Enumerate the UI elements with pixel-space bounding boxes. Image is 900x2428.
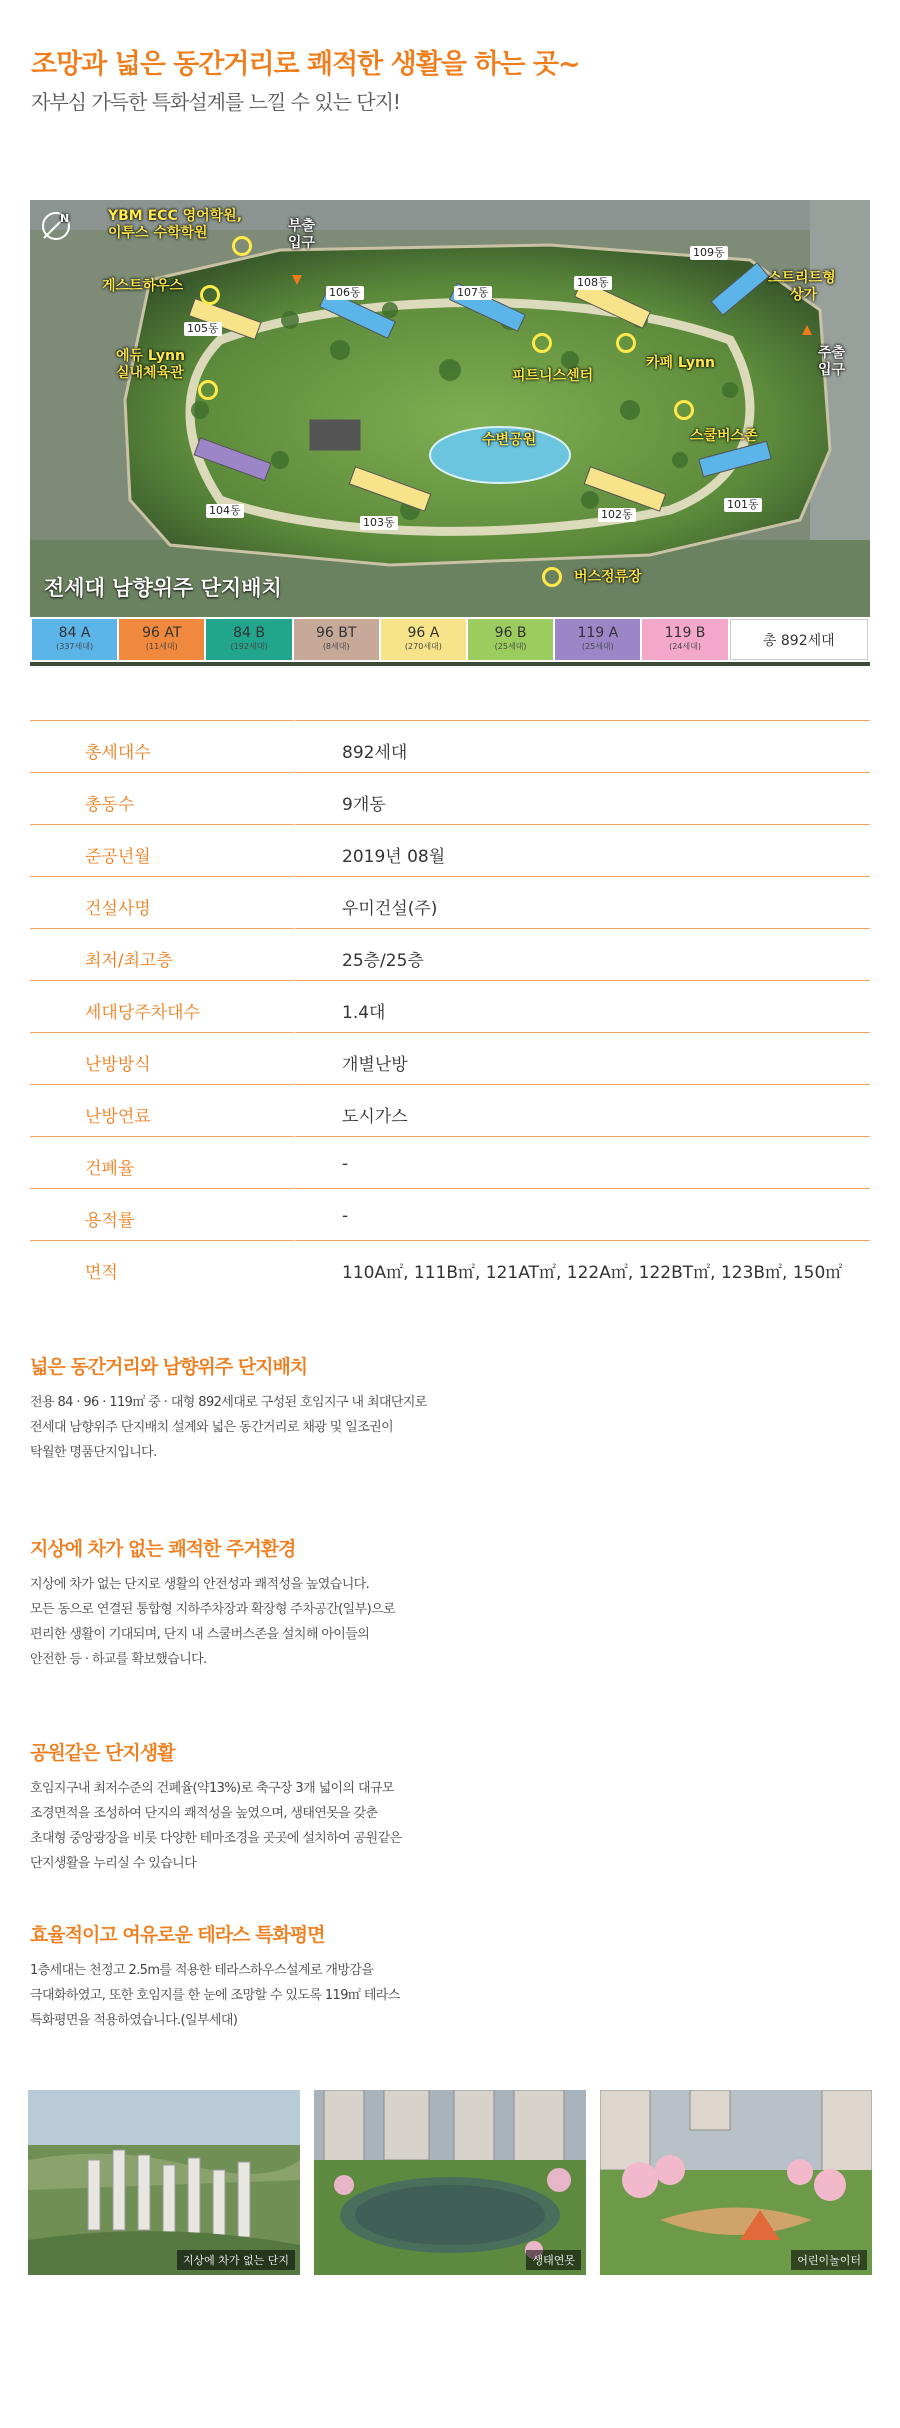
row-value: - [342,1206,349,1226]
location-marker-icon [674,400,694,420]
table-row [30,772,870,824]
legend-type: 96 BT [316,624,357,641]
photo-playground [600,2090,872,2275]
feature-line: 호임지구내 최저수준의 건폐율(약13%)로 축구장 3개 넓이의 대규모 [30,1781,394,1796]
feature-line: 초대형 중앙광장을 비롯 다양한 테마조경을 곳곳에 설치하여 공원같은 [30,1831,402,1846]
row-value: 개별난방 [342,1055,408,1075]
label-fitness: 피트니스센터 [512,368,594,384]
row-label: 난방연료 [85,1107,151,1127]
legend-units: (192세대) [230,641,268,651]
row-label: 난방방식 [85,1055,151,1075]
label-itus: 이투스 수학학원 [108,225,208,241]
location-marker-icon [532,333,552,353]
site-plan-illustration [30,200,870,617]
legend-item [555,619,640,660]
legend-item [32,619,117,660]
feature-line: 모든 동으로 연결된 통합형 지하주차장과 확장형 주차공간(일부)으로 [30,1602,395,1617]
photo-caption: 생태연못 [526,2250,581,2270]
label-ybm: YBM ECC 영어학원, [108,208,243,224]
unit-type-legend [30,617,870,662]
feature-section [30,1920,550,2033]
feature-title: 지상에 차가 없는 쾌적한 주거환경 [30,1538,296,1560]
feature-line: 특화평면을 적용하였습니다.(일부세대) [30,2013,238,2028]
table-row [30,1084,870,1136]
label-sub-entrance-1: 부출 [288,218,316,234]
location-marker-icon [200,285,220,305]
location-marker-icon [232,236,252,256]
building-label: 106동 [326,286,364,300]
row-value: 25층/25층 [342,951,424,971]
row-value: - [342,1154,349,1174]
feature-line: 안전한 등 · 하교를 확보했습니다. [30,1652,207,1667]
feature-line: 극대화하였고, 또한 호임지를 한 눈에 조망할 수 있도록 119㎡ 테라스 [30,1988,400,2003]
row-label: 최저/최고층 [85,951,173,971]
legend-item [206,619,291,660]
complex-info-table [30,720,870,1292]
legend-units: (270세대) [404,641,442,651]
legend-units: (25세대) [494,641,527,651]
location-marker-icon [542,567,562,587]
building-label: 101동 [724,498,762,512]
legend-item [381,619,466,660]
building-label: 105동 [184,322,222,336]
building-label: 109동 [690,246,728,260]
row-label: 면적 [85,1263,118,1283]
row-value: 도시가스 [342,1107,408,1127]
row-label: 건폐율 [85,1159,135,1179]
legend-units: (337세대) [56,641,94,651]
label-guesthouse: 게스트하우스 [102,278,184,294]
feature-section [30,1352,550,1465]
legend-item [294,619,379,660]
building-label: 103동 [360,516,398,530]
label-sub-entrance-2: 입구 [288,235,316,251]
building-label: 108동 [574,276,612,290]
row-label: 용적률 [85,1211,135,1231]
feature-section [30,1534,550,1672]
label-edu-2: 실내체육관 [116,365,184,381]
label-busstop: 버스정류장 [574,569,642,585]
row-label: 건설사명 [85,899,151,919]
label-main-entrance-2: 입구 [818,362,846,378]
feature-line: 1층세대는 천정고 2.5m를 적용한 테라스하우스설계로 개방감을 [30,1963,374,1978]
label-waterpark: 수변공원 [482,432,537,448]
feature-line: 탁월한 명품단지입니다. [30,1445,157,1460]
table-row [30,720,870,772]
legend-units: (11세대) [145,641,178,651]
table-row [30,980,870,1032]
building-label: 102동 [598,508,636,522]
label-edu-1: 에듀 Lynn [116,348,185,364]
feature-line: 조경면적을 조성하여 단지의 쾌적성을 높였으며, 생태연못을 갖춘 [30,1806,378,1821]
feature-line: 단지생활을 누리실 수 있습니다 [30,1856,197,1871]
feature-title: 넓은 동간거리와 남향위주 단지배치 [30,1356,308,1378]
legend-units: (25세대) [581,641,614,651]
table-row [30,1032,870,1084]
row-value: 9개동 [342,795,386,815]
legend-item [119,619,204,660]
row-label: 총동수 [85,795,135,815]
table-bottom-border [30,1240,870,1241]
feature-line: 전용 84 · 96 · 119㎡ 중 · 대형 892세대로 구성된 호임지구 내 최대단지로 [30,1395,427,1410]
row-value: 2019년 08월 [342,847,446,867]
row-value: 110A㎡, 111B㎡, 121AT㎡, 122A㎡, 122BT㎡, 123B㎡, 150㎡ [342,1263,843,1283]
photo-caption: 지상에 차가 없는 단지 [177,2250,295,2270]
row-value: 892세대 [342,743,408,763]
legend-type: 119 A [577,624,619,641]
row-label: 준공년월 [85,847,151,867]
photo-caption: 어린이놀이터 [791,2250,867,2270]
feature-title: 공원같은 단지생활 [30,1742,175,1764]
building-label: 107동 [454,286,492,300]
legend-item [642,619,727,660]
label-cafe: 카페 Lynn [646,355,715,371]
location-marker-icon [198,380,218,400]
label-street-2: 상가 [790,287,818,303]
feature-line: 전세대 남향위주 단지배치 설계와 넓은 동간거리로 채광 및 일조권이 [30,1420,394,1435]
legend-type: 84 B [233,624,265,641]
table-row [30,876,870,928]
photo-eco-pond [314,2090,586,2275]
row-value: 1.4대 [342,1003,386,1023]
row-label: 세대당주차대수 [85,1003,200,1023]
table-row [30,824,870,876]
label-schoolbus: 스쿨버스존 [690,428,758,444]
table-row [30,928,870,980]
page-subline: 자부심 가득한 특화설계를 느낄 수 있는 단지! [31,90,400,114]
table-row [30,1188,870,1240]
legend-units: (24세대) [669,641,701,651]
feature-line: 지상에 차가 없는 단지로 생활의 안전성과 쾌적성을 높였습니다. [30,1577,370,1592]
feature-title: 효율적이고 여유로운 테라스 특화평면 [30,1924,325,1946]
legend-item [468,619,553,660]
label-street-1: 스트리트형 [768,270,836,286]
legend-type: 96 AT [142,624,182,641]
compass-label: N [60,212,70,225]
legend-type: 96 A [407,624,440,641]
legend-total: 총 892세대 [730,619,868,660]
legend-units: (8세대) [322,641,350,651]
legend-type: 96 B [494,624,527,641]
table-row [30,1136,870,1188]
location-marker-icon [616,333,636,353]
site-plan-map [30,200,870,666]
legend-type: 119 B [664,624,706,641]
feature-line: 편리한 생활이 기대되며, 단지 내 스쿨버스존을 설치해 아이들의 [30,1627,370,1642]
photo-aerial-view [28,2090,300,2275]
legend-type: 84 A [58,624,91,641]
label-main-entrance-1: 주출 [818,345,846,361]
row-value: 우미건설(주) [342,899,438,919]
building-label: 104동 [206,504,244,518]
page-headline: 조망과 넓은 동간거리로 쾌적한 생활을 하는 곳~ [31,49,580,80]
table-row [30,1240,870,1292]
site-plan-caption: 전세대 남향위주 단지배치 [44,576,282,600]
feature-section [30,1738,550,1876]
row-label: 총세대수 [85,743,151,763]
